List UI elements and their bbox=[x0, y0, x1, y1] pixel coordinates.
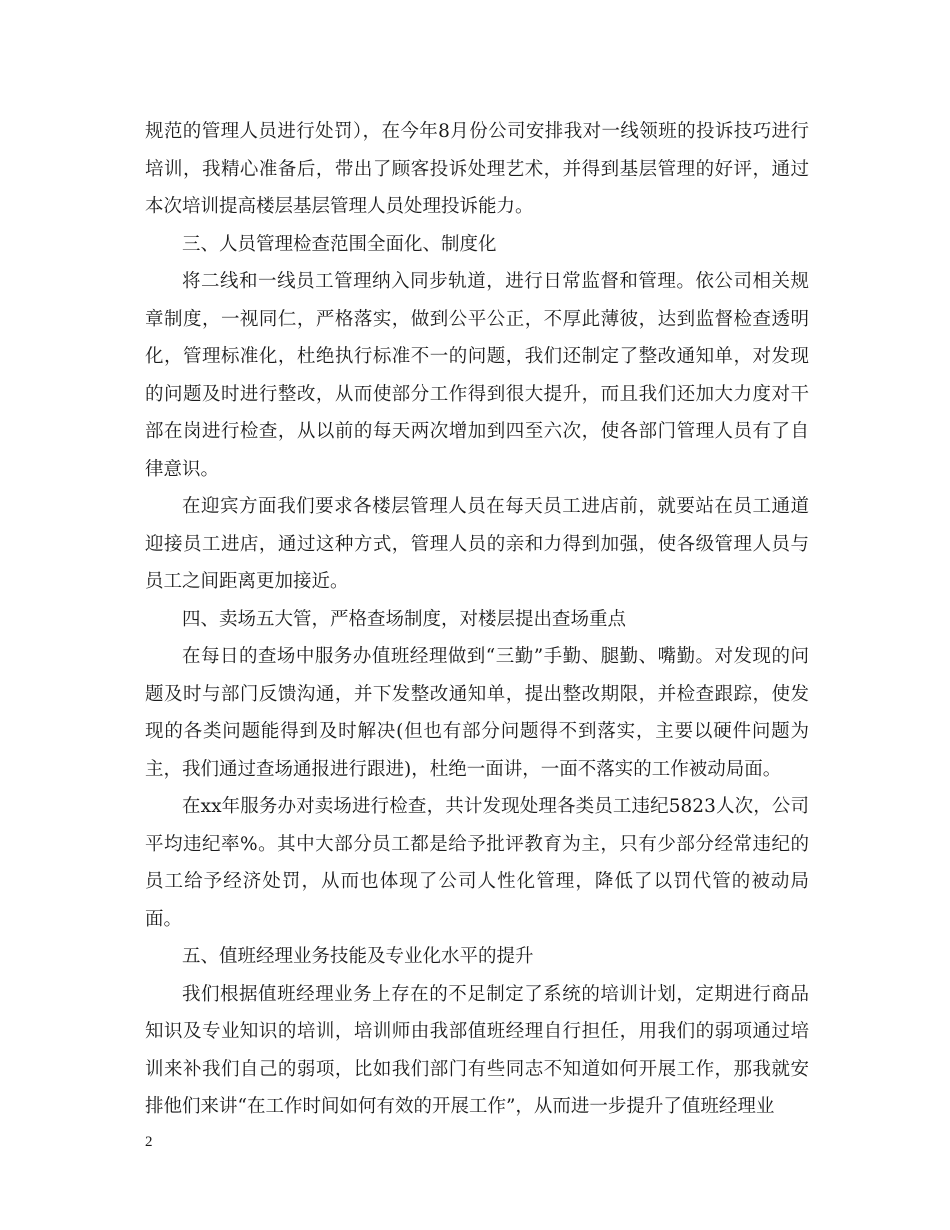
paragraph: 在每日的查场中服务办值班经理做到“三勤”手勤、腿勤、嘴勤。对发现的问题及时与部门反馈沟通，并下发整改通知单，提出整改期限，并检查跟踪，使发现的各类问题能得到及时解决(但也有部分问题得不到落实，主要以硬件问题为主，我们通过查场通报进行跟进)，杜绝一面讲，一面不落实的工作被动局面。 bbox=[145, 646, 809, 780]
document-body bbox=[145, 113, 809, 1126]
paragraph: 在xx年服务办对卖场进行检查，共计发现处理各类员工违纪5823人次，公司平均违纪率%。其中大部分员工都是给予批评教育为主，只有少部分经常违纪的员工给予经济处罚，从而也体现了公司人性化管理，降低了以罚代管的被动局面。 bbox=[145, 796, 809, 930]
section-heading-5: 五、值班经理业务技能及专业化水平的提升 bbox=[182, 946, 534, 967]
section-heading-4: 四、卖场五大管，严格查场制度，对楼层提出查场重点 bbox=[182, 608, 627, 630]
paragraph-continuation: 规范的管理人员进行处罚），在今年8月份公司安排我对一线领班的投诉技巧进行培训，我精心准备后，带出了顾客投诉处理艺术，并得到基层管理的好评，通过本次培训提高楼层基层管理人员处理投诉能力。 bbox=[145, 121, 809, 217]
paragraph: 在迎宾方面我们要求各楼层管理人员在每天员工进店前，就要站在员工通道迎接员工进店，通过这种方式，管理人员的亲和力得到加强，使各级管理人员与员工之间距离更加接近。 bbox=[145, 496, 809, 592]
page-number: 2 bbox=[145, 1134, 153, 1150]
paragraph: 将二线和一线员工管理纳入同步轨道，进行日常监督和管理。依公司相关规章制度，一视同仁，严格落实，做到公平公正，不厚此薄彼，达到监督检查透明化，管理标准化，杜绝执行标准不一的问题，我们还制定了整改通知单，对发现的问题及时进行整改，从而使部分工作得到很大提升，而且我们还加大力度对干部在岗进行检查，从以前的每天两次增加到四至六次，使各部门管理人员有了自律意识。 bbox=[145, 271, 809, 480]
paragraph: 我们根据值班经理业务上存在的不足制定了系统的培训计划，定期进行商品知识及专业知识的培训，培训师由我部值班经理自行担任，用我们的弱项通过培训来补我们自己的弱项，比如我们部门有些同志不知道如何开展工作，那我就安排他们来讲“在工作时间如何有效的开展工作”，从而进一步提升了值班经理业 bbox=[145, 983, 809, 1117]
section-heading-3: 三、人员管理检查范围全面化、制度化 bbox=[182, 233, 497, 255]
